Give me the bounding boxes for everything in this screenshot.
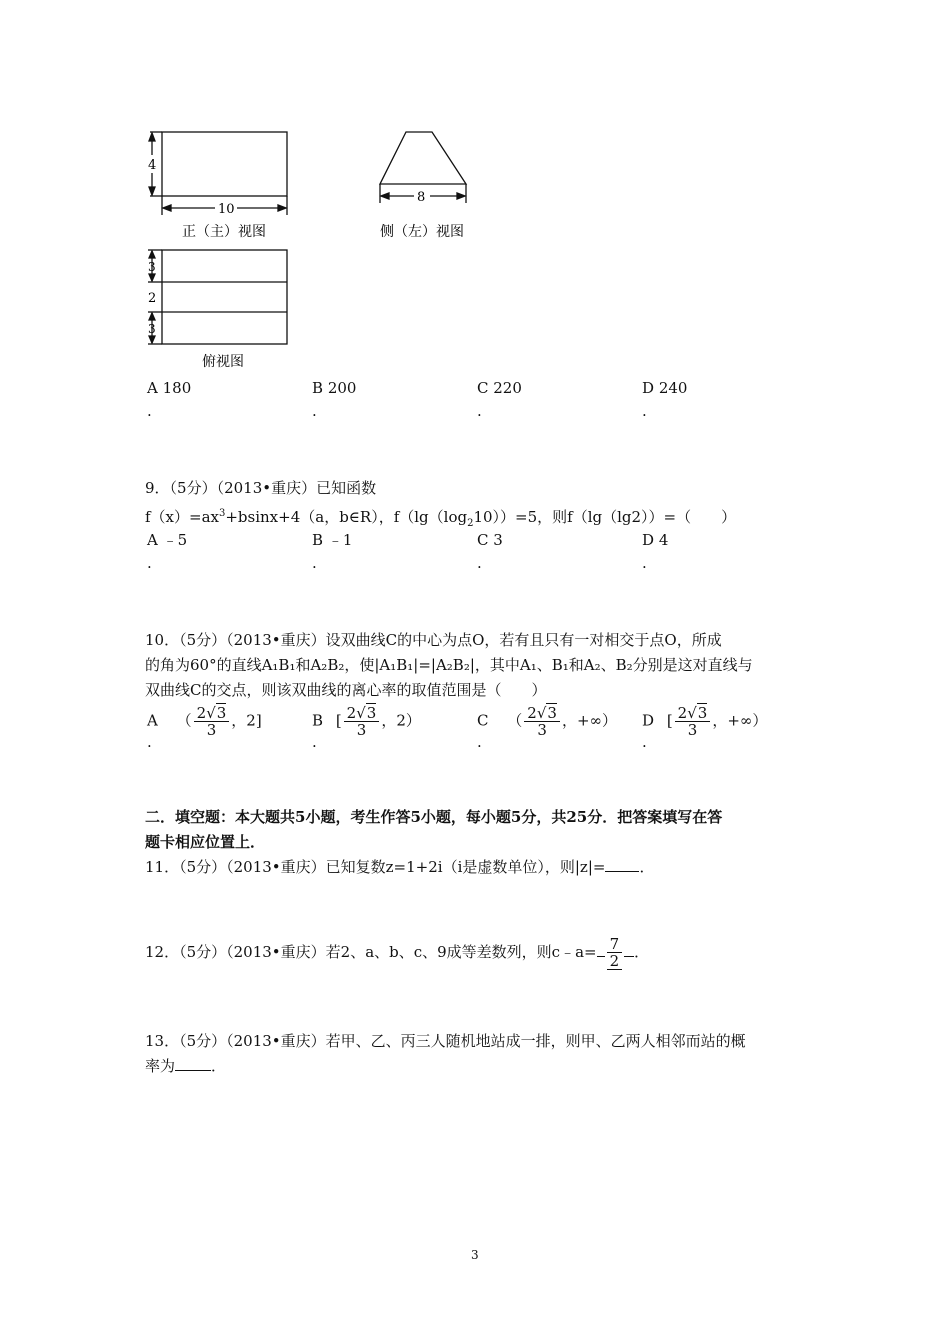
section2-heading-line2: 题卡相应位置上． — [145, 833, 266, 851]
q8-option-b: B 200 — [312, 379, 357, 397]
q9-dot: . — [147, 554, 152, 572]
q8-dot: . — [312, 402, 317, 420]
q10-line1: 10．（5分）（2013•重庆）设双曲线C的中心为点O，若有且只有一对相交于点O，所成 — [145, 631, 722, 649]
page-number: 3 — [471, 1248, 479, 1262]
side-view-label: 侧（左）视图 — [380, 224, 464, 240]
front-view-label: 正（主）视图 — [182, 224, 266, 240]
q10-dot: . — [642, 733, 647, 751]
q8-dot: . — [147, 402, 152, 420]
q10-dot: . — [312, 733, 317, 751]
q8-option-d: D 240 — [642, 379, 688, 397]
q10-option-d: D [ $\frac{2√3}{3}$ ，+∞） — [642, 704, 768, 739]
q8-dot: . — [477, 402, 482, 420]
q11: 11．（5分）（2013•重庆）已知复数z=1+2i（i是虚数单位），则|z|= ． — [145, 858, 655, 876]
side-width-dim: 8 — [417, 190, 426, 205]
q9-header: 9．（5分）（2013•重庆）已知函数 — [145, 479, 377, 497]
q12-answer: $\frac{7}{2}$ — [607, 936, 623, 970]
q11-answer-blank[interactable] — [605, 871, 639, 872]
top-view-label: 俯视图 — [202, 354, 244, 370]
q10-option-b: B [ $\frac{2√3}{3}$ ，2） — [312, 704, 421, 739]
q10-dot: . — [147, 733, 152, 751]
q8-dot: . — [642, 402, 647, 420]
top-dim-1: 3 — [148, 260, 156, 274]
q10-line2: 的角为60°的直线A₁B₁和A₂B₂，使|A₁B₁|=|A₂B₂|，其中A₁、B₁和A₂、B₂分别是这对直线与 — [145, 656, 753, 674]
top-dim-2: 2 — [148, 291, 157, 306]
front-height-dim: 4 — [148, 158, 157, 173]
q13-line1: 13．（5分）（2013•重庆）若甲、乙、丙三人随机地站成一排，则甲、乙两人相邻而站的概 — [145, 1032, 746, 1050]
q9-option-d: D 4 — [642, 531, 669, 549]
q9-option-c: C 3 — [477, 531, 503, 549]
q13-line2: 率为 ． — [145, 1057, 227, 1075]
section2-heading-line1: 二．填空题：本大题共5小题，考生作答5小题，每小题5分，共25分．把答案填写在答 — [145, 808, 723, 826]
q9-dot: . — [477, 554, 482, 572]
q10-option-a: A （ $\frac{2√3}{3}$ ，2] — [147, 704, 262, 739]
q9-statement: $f(x)=ax^3+bsinx+4(a$，b∈R），$f(\lg(\log_210))=5$，则f（lg（lg2））=（ ） — [145, 508, 737, 529]
q10-option-c: C （ $\frac{2√3}{3}$ ，+∞） — [477, 704, 618, 739]
q8-option-c: C 220 — [477, 379, 522, 397]
q13-answer-blank[interactable] — [175, 1070, 211, 1071]
q10-line3: 双曲线C的交点，则该双曲线的离心率的取值范围是（ ） — [145, 681, 547, 699]
q8-option-a: A 180 — [147, 379, 192, 397]
q9-dot: . — [312, 554, 317, 572]
three-view-figure — [140, 125, 500, 375]
q9-option-b: B ﹣1 — [312, 531, 353, 549]
top-view — [148, 250, 287, 344]
q9-option-a: A ﹣5 — [147, 531, 188, 549]
q10-dot: . — [477, 733, 482, 751]
q12: 12．（5分）（2013•重庆）若2、a、b、c、9成等差数列，则c﹣a= $\frac{7}{2}$ ． — [145, 935, 650, 970]
q9-dot: . — [642, 554, 647, 572]
top-dim-3: 3 — [148, 322, 156, 336]
front-width-dim: 10 — [218, 202, 235, 217]
